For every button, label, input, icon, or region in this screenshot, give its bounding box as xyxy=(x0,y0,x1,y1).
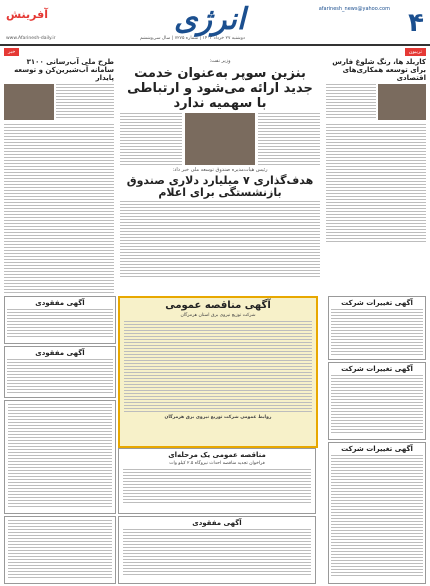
right-notice-2 xyxy=(328,362,426,440)
photo xyxy=(378,84,426,120)
email: afarinesh_news@yahoo.com xyxy=(318,6,390,12)
page-number: ۴ xyxy=(408,8,424,38)
brand: آفرینش xyxy=(6,8,48,21)
lead-body xyxy=(120,113,182,165)
tender2-ad xyxy=(118,448,316,514)
tender-company: شرکت توزیع نیروی برق استان هرمزگان xyxy=(180,313,256,318)
tender2-body xyxy=(123,469,311,503)
tender2-title: مناقصه عمومی یک‌ مرحله‌ای xyxy=(168,451,266,459)
tender-ad xyxy=(118,296,318,448)
notice-title: آگهی مفقودی xyxy=(192,519,242,527)
tender-title: آگهی مناقصه عمومی xyxy=(165,300,271,311)
photo xyxy=(4,84,54,120)
website: www.Afarinesh-daily.ir xyxy=(6,36,56,41)
notice-2 xyxy=(4,346,116,398)
notice-3 xyxy=(4,400,116,514)
right-column xyxy=(326,56,426,244)
right-notice-1 xyxy=(328,296,426,360)
bottom-notices xyxy=(118,516,316,584)
notice-title: آگهی مفقودی xyxy=(35,299,85,307)
lead-photo xyxy=(185,113,255,165)
article-body xyxy=(326,124,426,244)
notice-1 xyxy=(4,296,116,344)
tender-footer: روابط عمومی شرکت توزیع نیروی برق هرمزگان xyxy=(164,415,272,420)
lead-headline: بنزین سوپر به‌عنوان خدمت جدید ارائه می‌شود و ارتباطی با سهمیه ندارد xyxy=(127,66,313,111)
section-tab-left: خبر xyxy=(4,48,19,56)
section-tab: تریبون xyxy=(405,48,426,56)
logo: انرژی xyxy=(174,2,246,37)
middle-column xyxy=(120,56,320,277)
second-headline: هدف‌گذاری ۷ میلیارد دلاری صندوق بازنشستگی برای اعلام xyxy=(126,174,314,199)
left-column xyxy=(4,56,114,294)
article-body xyxy=(4,124,114,294)
second-body xyxy=(120,201,320,277)
tender2-subtitle: فراخوان تجدید مناقصه احداث نیروگاه ۲.۵ کیلو وات xyxy=(169,461,265,466)
tender-body xyxy=(124,321,312,413)
notice-title: آگهی تغییرات شرکت xyxy=(341,299,413,307)
masthead xyxy=(0,0,430,46)
right-headline: کاربلد ها، رنگ شلوغ فارس برای توسعه همکاری‌های اقتصادی xyxy=(332,58,426,82)
right-notice-3 xyxy=(328,442,426,584)
bottom-left-notice xyxy=(4,516,116,584)
left-headline: طرح ملی آب‌رسانی ۳۱۰۰ سامانه آب‌شیرین‌کن و توسعه پایدار xyxy=(14,58,114,82)
lead-kicker: وزیر نفت: xyxy=(209,58,231,64)
notice-title: آگهی مفقودی xyxy=(35,349,85,357)
lead-body xyxy=(258,113,320,165)
text-block xyxy=(326,84,376,120)
second-kicker: رئیس هیات‌مدیره صندوق توسعه ملی خبر داد: xyxy=(172,167,268,173)
date-line: دوشنبه ۲۷ خرداد ۱۴۰۳ | شماره ۷۲۷۵ | سال سی‌و‌ششم xyxy=(140,36,245,41)
text-block xyxy=(56,84,114,120)
notice-title: آگهی تغییرات شرکت xyxy=(341,365,413,373)
notice-title: آگهی تغییرات شرکت xyxy=(341,445,413,453)
